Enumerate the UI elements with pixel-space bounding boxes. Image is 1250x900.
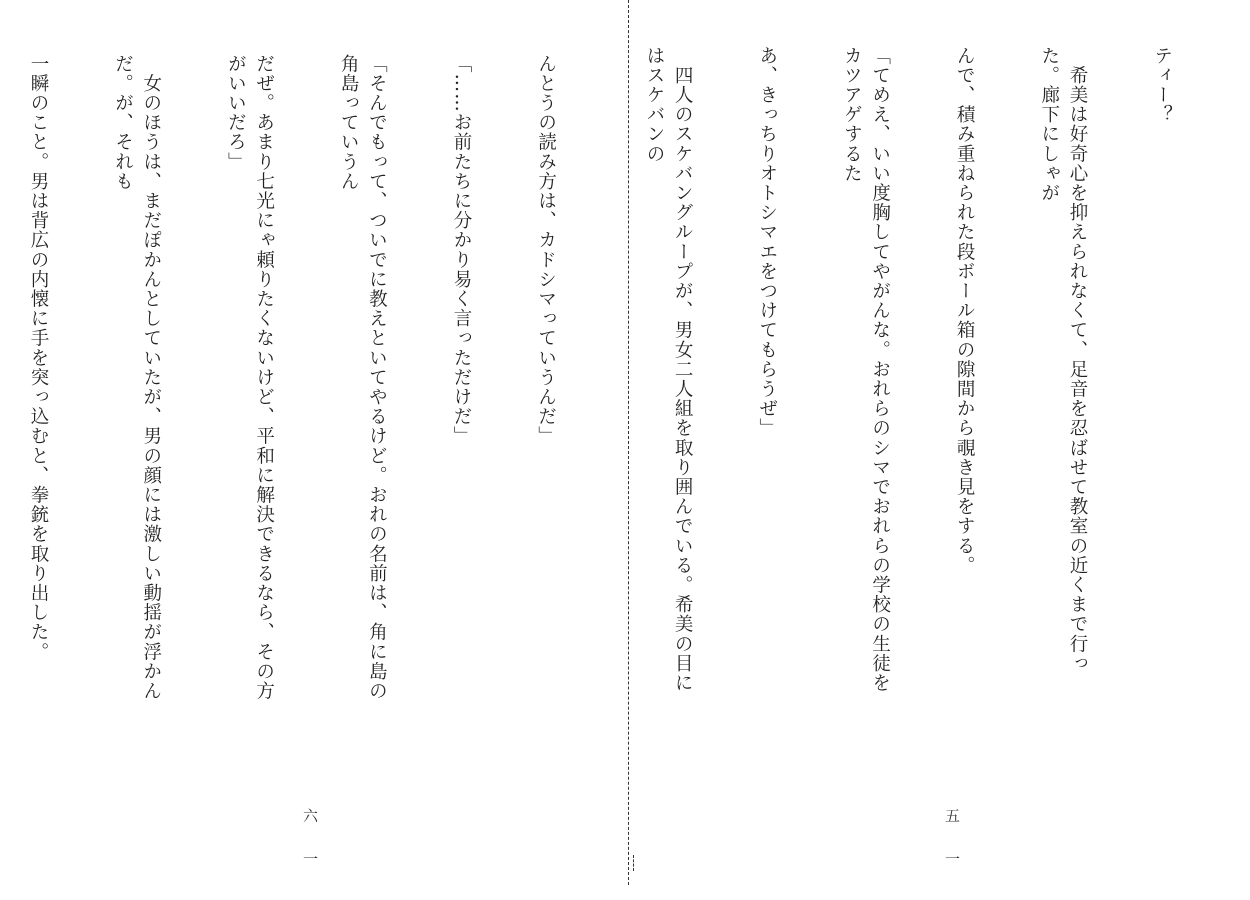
right-page (630, 0, 1250, 900)
text-line: ティー？ (1151, 46, 1173, 125)
text-line: 女のほうは、まだぽかんとしていたが、男の顔には激しい動揺が浮かんだ。が、それも (112, 54, 162, 701)
text-line: んとうの読み方は、カドシマっていうんだ」 (535, 54, 557, 446)
text-line: 「……お前たちに分かり易く言っただけだ」 (450, 54, 472, 446)
text-line: 四人のスケバングループが、男女二人組を取り囲んでいる。希美の目にはスケバンの (643, 46, 694, 693)
text-line: 一瞬のこと。男は背広の内懐に手を突っ込むと、拳銃を取り出した。 (27, 54, 49, 662)
gutter-mark (633, 855, 634, 871)
page-divider (628, 0, 629, 885)
left-page-body (6, 54, 616, 714)
page-number: 五一 (943, 808, 961, 894)
right-page-body (632, 46, 1232, 706)
text-line: 希美は好奇心を抑えられなくて、足音を忍ばせて教室の近くまで行った。廊下にしゃが (1038, 46, 1088, 674)
text-line: あ、きっちりオトシマエをつけてもらうぜ」 (756, 46, 778, 438)
text-line: 「そんでもって、ついでに教えといてやるけど。おれの名前は、角に島の角島っていうん (338, 54, 388, 701)
text-line: んで、積み重ねられた段ボール箱の隙間から覗き見をする。 (954, 46, 976, 576)
page-number: 六一 (301, 808, 319, 894)
text-line: 「てめえ、いい度胸してやがんな。おれらのシマでおれらの学校の生徒をカツアゲするた (841, 46, 891, 693)
text-line: だぜ。あまり七光にゃ頼りたくないけど、平和に解決できるなら、その方がいいだろ」 (225, 54, 275, 701)
